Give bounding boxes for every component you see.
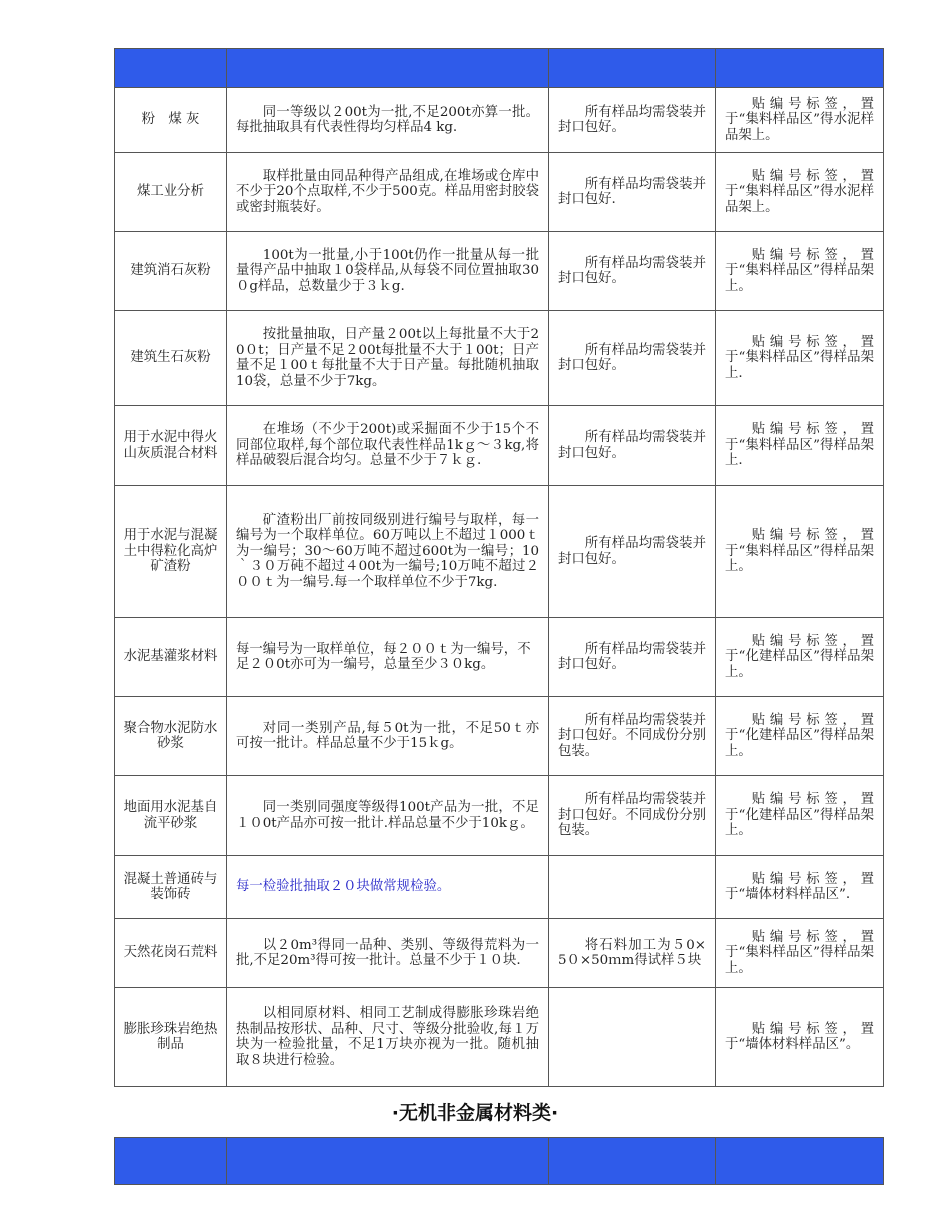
storage-instruction: 贴编号标签，置于“化建样品区”得样品架上。	[716, 618, 884, 697]
sampling-requirement: 100t为一批量,小于100t仍作一批量从每一批量得产品中抽取１0袋样品,从每袋不同位置抽取30０g样品，总数量少于３ｋg.	[227, 232, 549, 311]
sample-preparation: 将石料加工为５0×5０×50ｍm得试样５块	[549, 919, 716, 988]
header-cell	[115, 1138, 227, 1185]
storage-instruction: 贴编号标签，置于“集料样品区”得样品架上。	[716, 232, 884, 311]
material-name: 建筑消石灰粉	[115, 232, 227, 311]
header-cell	[716, 49, 884, 88]
storage-instruction: 贴编号标签，置于“墙体材料样品区”.	[716, 856, 884, 919]
table-row	[115, 697, 884, 776]
material-name: 建筑生石灰粉	[115, 311, 227, 406]
material-name: 煤工业分析	[115, 153, 227, 232]
material-name: 用于水泥中得火山灰质混合材料	[115, 406, 227, 486]
sampling-requirement: 取样批量由同品种得产品组成,在堆场或仓库中不少于20个点取样,不少于500克。样品用密封胶袋或密封瓶装好。	[227, 153, 549, 232]
sample-preparation	[549, 856, 716, 919]
sampling-requirement: 按批量抽取，日产量２00t以上每批量不大于20０t；日产量不足２00t每批量不大于１00t；日产量不足１00ｔ每批量不大于日产量。每批随机抽取10袋，总量不少于7kg。	[227, 311, 549, 406]
material-name: 地面用水泥基自流平砂浆	[115, 776, 227, 856]
storage-instruction: 贴编号标签，置于“集料样品区”得样品架上。	[716, 919, 884, 988]
material-name: 天然花岗石荒料	[115, 919, 227, 988]
table-row	[115, 618, 884, 697]
sample-preparation: 所有样品均需袋装并封口包好。	[549, 486, 716, 618]
sampling-requirement: 同一等级以２00t为一批,不足200t亦算一批。每批抽取具有代表性得均匀样品4 kg.	[227, 88, 549, 153]
sample-preparation: 所有样品均需袋装并封口包好.	[549, 153, 716, 232]
sampling-table	[114, 48, 884, 1087]
table-row	[115, 232, 884, 311]
storage-instruction: 贴编号标签，置于“化建样品区”得样品架上。	[716, 776, 884, 856]
sampling-requirement: 以相同原材料、相同工艺制成得膨胀珍珠岩绝热制品按形状、品种、尺寸、等级分批验收,每１万块为一检验批量，不足1万块亦视为一批。随机抽取８块进行检验。	[227, 988, 549, 1087]
material-name: 用于水泥与混凝土中得粒化高炉矿渣粉	[115, 486, 227, 618]
material-name: 水泥基灌浆材料	[115, 618, 227, 697]
sample-preparation: 所有样品均需袋装并封口包好。	[549, 88, 716, 153]
header-cell	[549, 1138, 716, 1185]
header-cell	[115, 49, 227, 88]
storage-instruction: 贴编号标签，置于“集料样品区”得水泥样品架上。	[716, 153, 884, 232]
table-row	[115, 988, 884, 1087]
table-header-row	[115, 49, 884, 88]
storage-instruction: 贴编号标签，置于“集料样品区”得样品架上.	[716, 406, 884, 486]
sampling-requirement: 每一检验批抽取２０块做常规检验。	[227, 856, 549, 919]
sampling-requirement: 对同一类别产品,每５0t为一批，不足50ｔ亦可按一批计。样品总量不少于15ｋg。	[227, 697, 549, 776]
table-row	[115, 776, 884, 856]
sample-preparation: 所有样品均需袋装并封口包好。	[549, 618, 716, 697]
storage-instruction: 贴编号标签，置于“化建样品区”得样品架上。	[716, 697, 884, 776]
table-row	[115, 856, 884, 919]
table-row	[115, 153, 884, 232]
storage-instruction: 贴编号标签，置于“集料样品区”得样品架上.	[716, 311, 884, 406]
material-name: 膨胀珍珠岩绝热制品	[115, 988, 227, 1087]
sample-preparation: 所有样品均需袋装并封口包好。不同成份分别包装。	[549, 776, 716, 856]
material-name: 粉 煤 灰	[115, 88, 227, 153]
material-name: 混凝土普通砖与装饰砖	[115, 856, 227, 919]
table-row	[115, 919, 884, 988]
storage-instruction: 贴编号标签，置于“集料样品区”得水泥样品架上。	[716, 88, 884, 153]
sample-preparation: 所有样品均需袋装并封口包好。	[549, 406, 716, 486]
header-cell	[227, 49, 549, 88]
storage-instruction: 贴编号标签，置于“集料样品区”得样品架上。	[716, 486, 884, 618]
sampling-requirement: 以２0m³得同一品种、类别、等级得荒料为一批,不足20m³得可按一批计。总量不少于１０块.	[227, 919, 549, 988]
sample-preparation: 所有样品均需袋装并封口包好。不同成份分别包装。	[549, 697, 716, 776]
table-row	[115, 88, 884, 153]
sampling-requirement: 矿渣粉出厂前按同级别进行编号与取样，每一编号为一个取样单位。60万吨以上不超过１000ｔ为一编号；30～60万吨不超过600t为一编号；10｀３０万砘不超过４00t为一编号;10万吨不超过２００ｔ为一编号.每一个取样单位不少于7kg.	[227, 486, 549, 618]
table-row	[115, 406, 884, 486]
sample-preparation: 所有样品均需袋装并封口包好。	[549, 232, 716, 311]
sampling-requirement: 同一类别同强度等级得100t产品为一批，不足１０0t产品亦可按一批计.样品总量不少于10kｇ。	[227, 776, 549, 856]
table-row	[115, 311, 884, 406]
sampling-requirement: 每一编号为一取样单位，每２００ｔ为一编号，不足２０0t亦可为一编号，总量至少３０kg。	[227, 618, 549, 697]
header-cell	[227, 1138, 549, 1185]
table-header-row	[115, 1138, 884, 1185]
next-table-header	[114, 1137, 884, 1185]
sample-preparation	[549, 988, 716, 1087]
material-name: 聚合物水泥防水砂浆	[115, 697, 227, 776]
sample-preparation: 所有样品均需袋装并封口包好。	[549, 311, 716, 406]
section-title: ·无机非金属材料类·	[391, 1102, 559, 1124]
storage-instruction: 贴编号标签，置于“墙体材料样品区”。	[716, 988, 884, 1087]
header-cell	[549, 49, 716, 88]
header-cell	[716, 1138, 884, 1185]
table-row	[115, 486, 884, 618]
sampling-requirement: 在堆场（不少于200t)或采掘面不少于15个不同部位取样,每个部位取代表性样品1kｇ～３kg,将样品破裂后混合均匀。总量不少于７ｋｇ.	[227, 406, 549, 486]
